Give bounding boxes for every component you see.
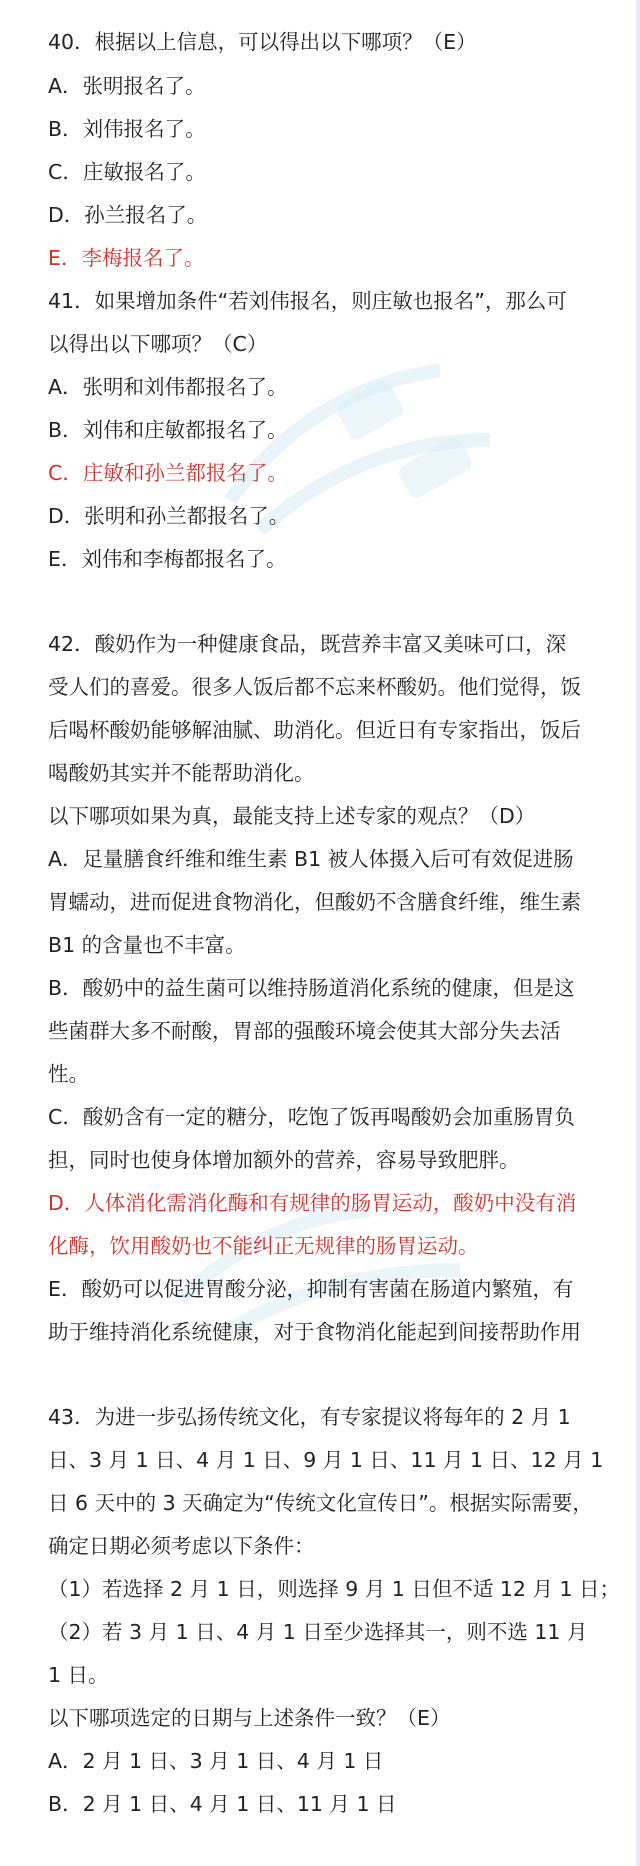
q42-option-c-line2: 担，同时也使身体增加额外的营养，容易导致肥胖。 xyxy=(48,1148,520,1172)
q43-condition-1: （1）若选择 2 月 1 日，则选择 9 月 1 日但不适 12 月 1 日； xyxy=(48,1577,621,1601)
q43-option-b: B．2 月 1 日、4 月 1 日、11 月 1 日 xyxy=(48,1792,397,1816)
page-right-edge xyxy=(636,0,640,1866)
q42-option-e-line2: 助于维持消化系统健康，对于食物消化能起到间接帮助作用 xyxy=(48,1320,581,1344)
q42-option-c-line1: C．酸奶含有一定的糖分，吃饱了饭再喝酸奶会加重肠胃负 xyxy=(48,1105,575,1129)
q42-question: 以下哪项如果为真，最能支持上述专家的观点？（D） xyxy=(48,804,536,828)
q42-option-b-line2: 些菌群大多不耐酸，胃部的强酸环境会使其大部分失去活 xyxy=(48,1019,561,1043)
q40-option-c: C．庄敏报名了。 xyxy=(48,160,206,184)
q42-option-e-line1: E．酸奶可以促进胃酸分泌，抑制有害菌在肠道内繁殖，有 xyxy=(48,1277,574,1301)
q43-option-a: A．2 月 1 日、3 月 1 日、4 月 1 日 xyxy=(48,1749,384,1773)
q42-option-a-line2: 胃蠕动，进而促进食物消化，但酸奶不含膳食纤维，维生素 xyxy=(48,890,581,914)
q43-condition-2-line1: （2）若 3 月 1 日、4 月 1 日至少选择其一，则不选 11 月 xyxy=(48,1620,588,1644)
q42-option-a-line3: B1 的含量也不丰富。 xyxy=(48,933,246,957)
q42-option-a-line1: A．足量膳食纤维和维生素 B1 被人体摄入后可有效促进肠 xyxy=(48,847,574,871)
q42-stem-line3: 后喝杯酸奶能够解油腻、助消化。但近日有专家指出，饭后 xyxy=(48,718,581,742)
q40-option-d: D．孙兰报名了。 xyxy=(48,203,208,227)
q43-question: 以下哪项选定的日期与上述条件一致？（E） xyxy=(48,1706,451,1730)
q40-option-e-answer: E．李梅报名了。 xyxy=(48,246,205,270)
q41-stem-line2: 以得出以下哪项？（C） xyxy=(48,332,268,356)
q42-stem-line2: 受人们的喜爱。很多人饭后都不忘来杯酸奶。他们觉得，饭 xyxy=(48,675,581,699)
q41-option-c-answer: C．庄敏和孙兰都报名了。 xyxy=(48,461,288,485)
q40-option-b: B．刘伟报名了。 xyxy=(48,117,206,141)
q41-stem-line1: 41．如果增加条件“若刘伟报名，则庄敏也报名”，那么可 xyxy=(48,289,567,313)
q42-option-d-answer-line1: D．人体消化需消化酶和有规律的肠胃运动，酸奶中没有消 xyxy=(48,1191,577,1215)
q41-option-d: D．张明和孙兰都报名了。 xyxy=(48,504,290,528)
q40-stem: 40．根据以上信息，可以得出以下哪项？（E） xyxy=(48,30,477,54)
q43-condition-2-line2: 1 日。 xyxy=(48,1663,109,1687)
q40-option-a: A．张明报名了。 xyxy=(48,74,206,98)
q42-option-d-answer-line2: 化酶，饮用酸奶也不能纠正无规律的肠胃运动。 xyxy=(48,1234,479,1258)
q41-option-a: A．张明和刘伟都报名了。 xyxy=(48,375,288,399)
q42-option-b-line1: B．酸奶中的益生菌可以维持肠道消化系统的健康，但是这 xyxy=(48,976,575,1000)
q43-stem-line2: 日、3 月 1 日、4 月 1 日、9 月 1 日、11 月 1 日、12 月 1 xyxy=(48,1448,604,1472)
q43-stem-line4: 确定日期必须考虑以下条件： xyxy=(48,1534,315,1558)
q42-option-b-line3: 性。 xyxy=(48,1062,89,1086)
q43-stem-line3: 日 6 天中的 3 天确定为“传统文化宣传日”。根据实际需要， xyxy=(48,1491,593,1515)
q41-option-b: B．刘伟和庄敏都报名了。 xyxy=(48,418,288,442)
q41-option-e: E．刘伟和李梅都报名了。 xyxy=(48,547,287,571)
q42-stem-line4: 喝酸奶其实并不能帮助消化。 xyxy=(48,761,315,785)
q43-stem-line1: 43．为进一步弘扬传统文化，有专家提议将每年的 2 月 1 xyxy=(48,1405,571,1429)
q42-stem-line1: 42．酸奶作为一种健康食品，既营养丰富又美味可口，深 xyxy=(48,632,567,656)
